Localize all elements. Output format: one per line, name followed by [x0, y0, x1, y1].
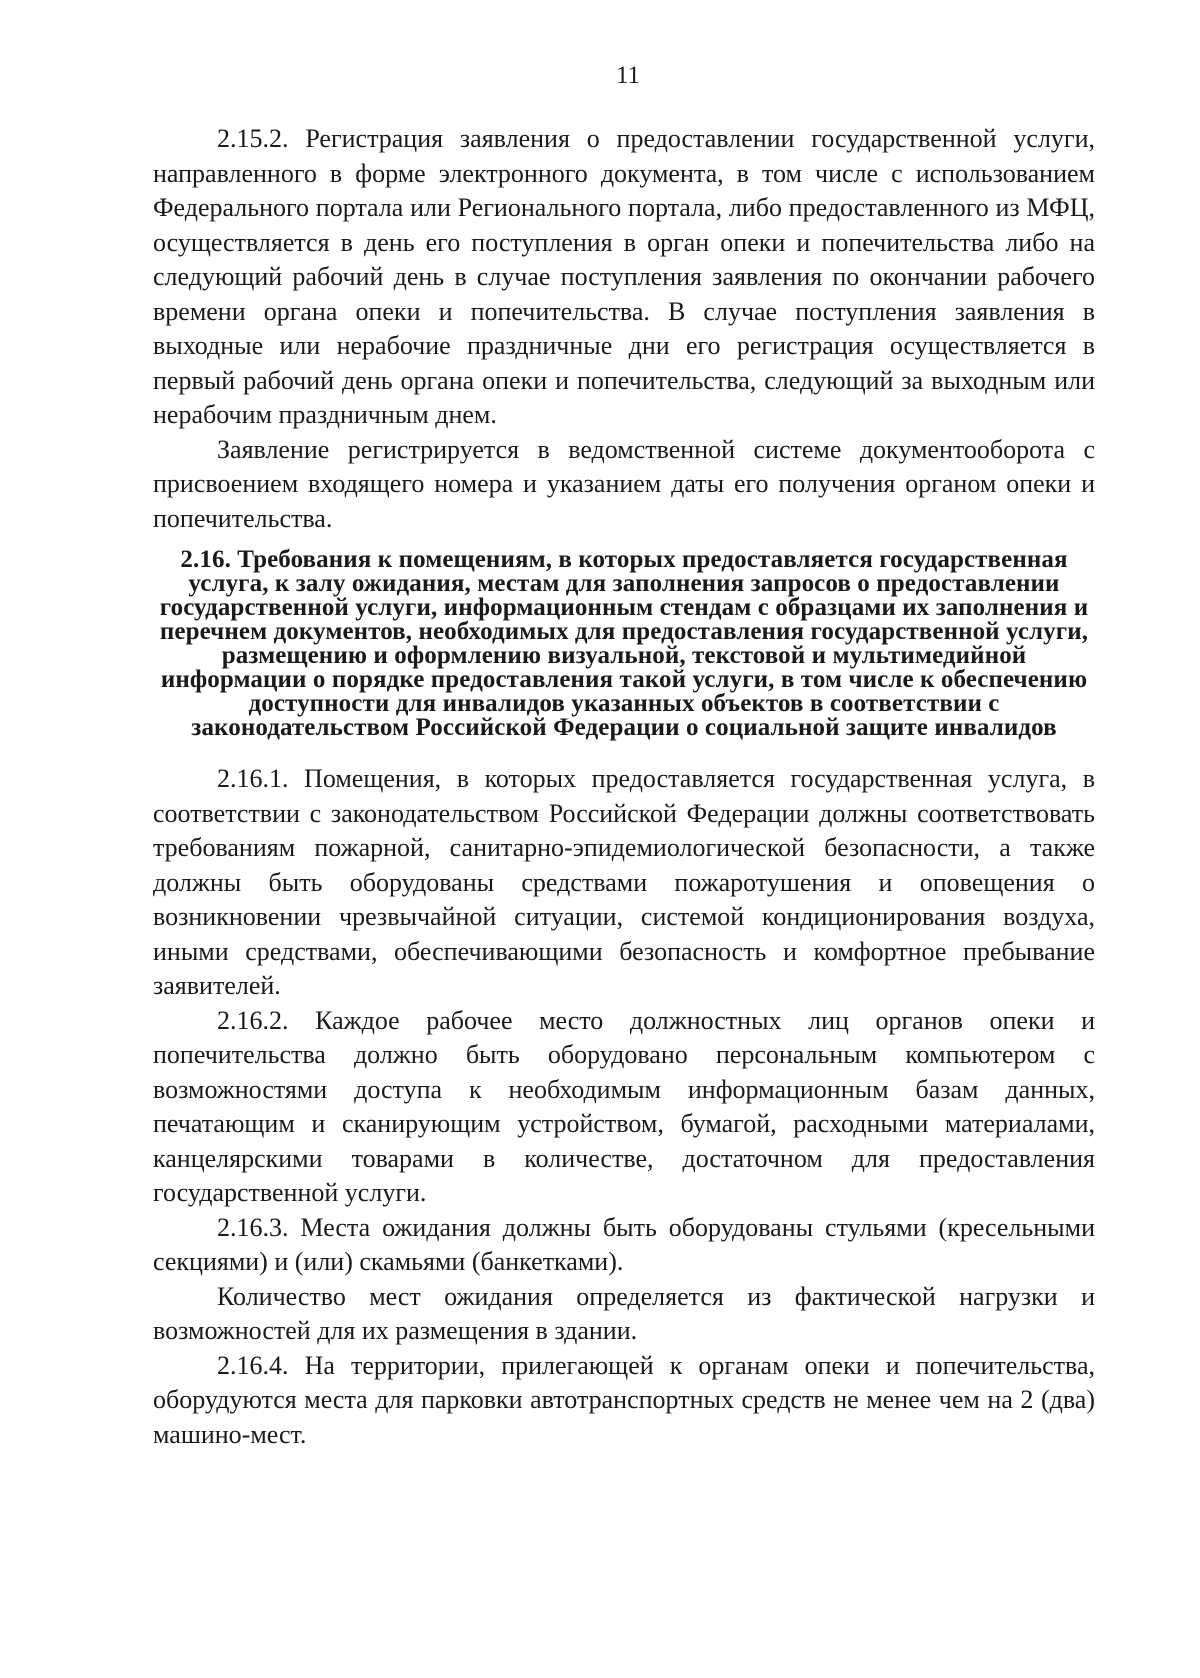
paragraph-registration-note: Заявление регистрируется в ведомственной системе документооборота с присвоением входящего номера и указанием даты его получения органом опеки и попечительства.: [153, 434, 1095, 533]
paragraph-2-15-2: 2.15.2. Регистрация заявления о предоставлении государственной услуги, направленного в форме электронного документа, в том числе с использованием Федерального портала или Регионального портала, либо предоставленного из МФЦ, осуществляется в день его поступления в орган опеки и попечительства либо на следующий рабочий день в случае поступления заявления по окончании рабочего времени органа опеки и попечительства. В случае поступления заявления в выходные или нерабочие праздничные дни его регистрация осуществляется в первый рабочий день органа опеки и попечительства, следующий за выходным или нерабочим праздничным днем.: [153, 124, 1095, 429]
paragraph-2-16-2: 2.16.2. Каждое рабочее место должностных лиц органов опеки и попечительства должно быть оборудовано персональным компьютером с возможностями доступа к необходимым информационным базам данных, печатающим и сканирующим устройством, бумагой, расходными материалами, канцелярскими товарами в количестве, достаточном для предоставления государственной услуги.: [153, 1005, 1095, 1207]
paragraph-2-16-4: 2.16.4. На территории, прилегающей к органам опеки и попечительства, оборудуются места для парковки автотранспортных средств не менее чем на 2 (два) машино-мест.: [153, 1350, 1095, 1449]
document-body: [153, 122, 1095, 1452]
paragraph-2-16-3: 2.16.3. Места ожидания должны быть оборудованы стульями (кресельными секциями) и (или) скамьями (банкетками).: [153, 1212, 1095, 1276]
paragraph-waiting-places: Количество мест ожидания определяется из фактической нагрузки и возможностей для их размещения в здании.: [153, 1281, 1095, 1345]
section-heading-2-16: 2.16. Требования к помещениям, в которых предоставляется государственная услуга, к залу ожидания, местам для заполнения запросов о предоставлении государственной услуги, информационным стендам с образцами их заполнения и перечнем документов, необходимых для предоставления государственной услуги, размещению и оформлению визуальной, текстовой и мультимедийной информации о порядке предоставления такой услуги, в том числе к обеспечению доступности для инвалидов указанных объектов в соответствии с законодательством Российской Федерации о социальной защите инвалидов: [159, 546, 1089, 741]
page-number: 11: [615, 62, 641, 89]
paragraph-2-16-1: 2.16.1. Помещения, в которых предоставляется государственная услуга, в соответствии с законодательством Российской Федерации должны соответствовать требованиям пожарной, санитарно-эпидемиологической безопасности, а также должны быть оборудованы средствами пожаротушения и оповещения о возникновении чрезвычайной ситуации, системой кондиционирования воздуха, иными средствами, обеспечивающими безопасность и комфортное пребывание заявителей.: [153, 764, 1095, 1000]
